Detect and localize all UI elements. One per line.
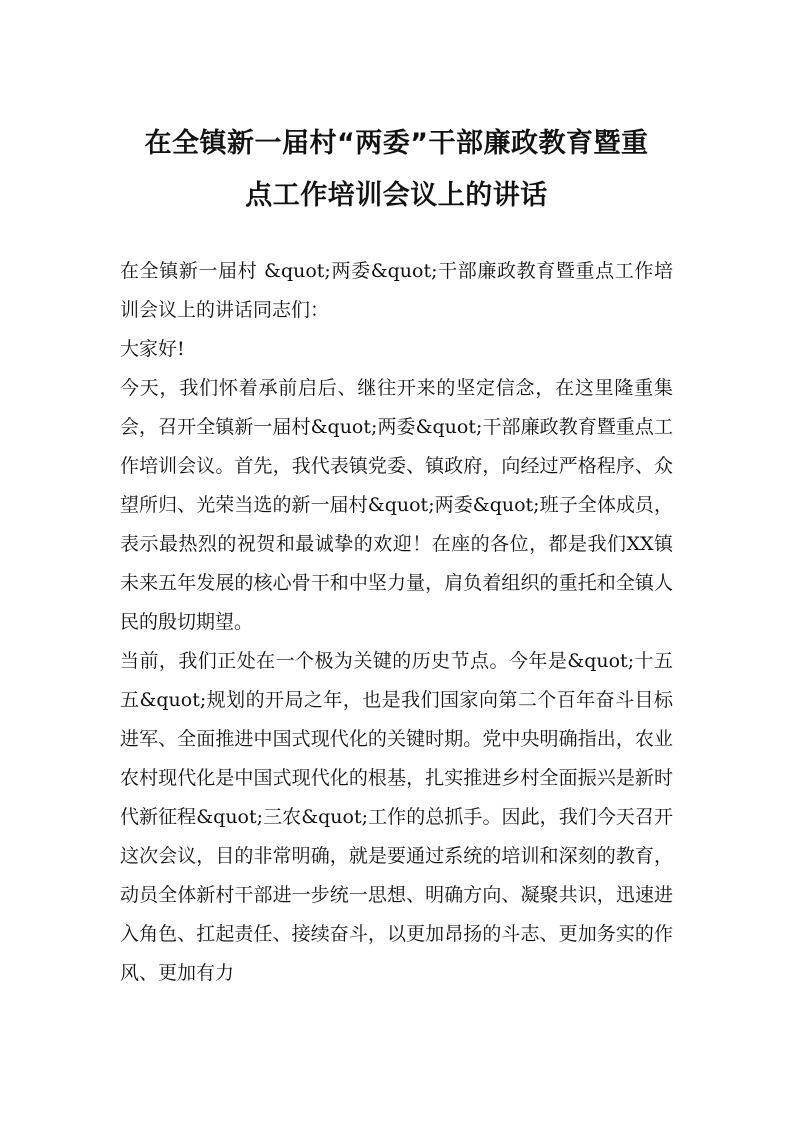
title-line-2: 点工作培训会议上的讲话: [245, 180, 548, 211]
paragraph-opening: 今天，我们怀着承前启后、继往开来的坚定信念，在这里隆重集会，召开全镇新一届村&quot;两委&quot;干部廉政教育暨重点工作培训会议。首先，我代表镇党委、镇政府，向经过严格程序、众望所归、光荣当选的新一届村&quot;两委&quot;班子全体成员，表示最热烈的祝贺和最诚挚的欢迎！在座的各位，都是我们XX镇未来五年发展的核心骨干和中坚力量，肩负着组织的重托和全镇人民的殷切期望。: [120, 377, 673, 633]
paragraph-context: 当前，我们正处在一个极为关键的历史节点。今年是&quot;十五五&quot;规划的开局之年，也是我们国家向第二个百年奋斗目标进军、全面推进中国式现代化的关键时期。党中央明确指出，农业农村现代化是中国式现代化的根基，扎实推进乡村全面振兴是新时代新征程&quot;三农&quot;工作的总抓手。因此，我们今天召开这次会议，目的非常明确，就是要通过系统的培训和深刻的教育，动员全体新村干部进一步统一思想、明确方向、凝聚共识，迅速进入角色、扛起责任、接续奋斗，以更加昂扬的斗志、更加务实的作风、更加有力: [120, 650, 673, 984]
paragraph-greeting: 大家好!: [120, 338, 185, 360]
document-body: [120, 252, 673, 993]
paragraph-heading: 在全镇新一届村 &quot;两委&quot;干部廉政教育暨重点工作培训会议上的讲话同志们：: [120, 260, 673, 321]
title-line-1: 在全镇新一届村“两委”干部廉政教育暨重: [144, 128, 649, 159]
document-title: [120, 118, 673, 222]
